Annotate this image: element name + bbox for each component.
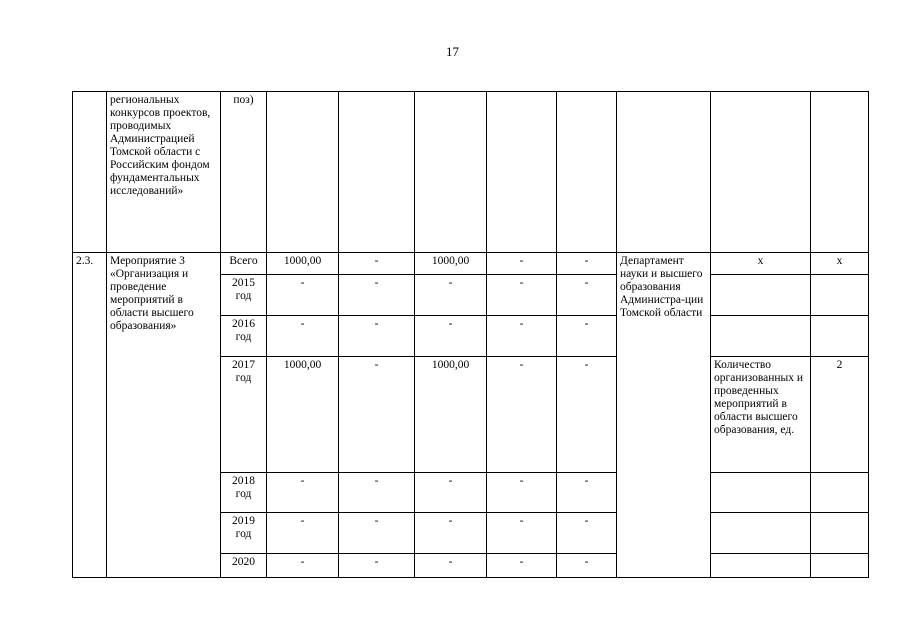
total-cell: - xyxy=(267,554,339,578)
total-cell: - xyxy=(267,316,339,357)
federal-cell: - xyxy=(339,554,415,578)
total-cell: 1000,00 xyxy=(267,253,339,275)
measure-number: 2.3. xyxy=(73,253,107,578)
program-table xyxy=(72,91,869,578)
period-cell: 2015 год xyxy=(221,275,267,316)
local-cell: - xyxy=(487,275,557,316)
regional-cell: 1000,00 xyxy=(415,253,487,275)
extra-cell: - xyxy=(557,513,617,554)
federal-cell: - xyxy=(339,473,415,513)
extra-cell: - xyxy=(557,316,617,357)
indicator-value: х xyxy=(811,253,869,275)
regional-cell: - xyxy=(415,275,487,316)
table-row xyxy=(73,253,869,275)
period-cell: 2019 год xyxy=(221,513,267,554)
measure-name-cell: региональных конкурсов проектов, проводимых Администрацией Томской области с Российским фондом фундаментальных исследований» xyxy=(107,92,221,253)
local-cell: - xyxy=(487,316,557,357)
total-cell: - xyxy=(267,513,339,554)
period-cell: 2020 xyxy=(221,554,267,578)
total-cell: - xyxy=(267,473,339,513)
measure-name: Мероприятие 3 «Организация и проведение мероприятий в области высшего образования» xyxy=(107,253,221,578)
extra-cell: - xyxy=(557,275,617,316)
federal-cell: - xyxy=(339,275,415,316)
indicator-name: Количество организованных и проведенных мероприятий в области высшего образования, ед. xyxy=(711,357,811,473)
period-cell: 2018 год xyxy=(221,473,267,513)
regional-cell: - xyxy=(415,513,487,554)
local-cell: - xyxy=(487,253,557,275)
indicator-name: х xyxy=(711,253,811,275)
period-cell: поз) xyxy=(221,92,267,253)
extra-cell: - xyxy=(557,473,617,513)
federal-cell: - xyxy=(339,357,415,473)
federal-cell: - xyxy=(339,253,415,275)
local-cell: - xyxy=(487,554,557,578)
extra-cell: - xyxy=(557,253,617,275)
executor: Департамент науки и высшего образования Администра-ции Томской области xyxy=(617,253,711,578)
regional-cell: 1000,00 xyxy=(415,357,487,473)
total-cell: - xyxy=(267,275,339,316)
regional-cell: - xyxy=(415,473,487,513)
period-cell: 2016 год xyxy=(221,316,267,357)
local-cell: - xyxy=(487,513,557,554)
table-row xyxy=(73,92,869,253)
page-number: 17 xyxy=(446,44,459,59)
indicator-value: 2 xyxy=(811,357,869,473)
federal-cell: - xyxy=(339,513,415,554)
total-cell: 1000,00 xyxy=(267,357,339,473)
num-cell xyxy=(73,92,107,253)
regional-cell: - xyxy=(415,316,487,357)
local-cell: - xyxy=(487,357,557,473)
federal-cell: - xyxy=(339,316,415,357)
regional-cell: - xyxy=(415,554,487,578)
extra-cell: - xyxy=(557,357,617,473)
period-cell: 2017 год xyxy=(221,357,267,473)
local-cell: - xyxy=(487,473,557,513)
period-cell: Всего xyxy=(221,253,267,275)
extra-cell: - xyxy=(557,554,617,578)
